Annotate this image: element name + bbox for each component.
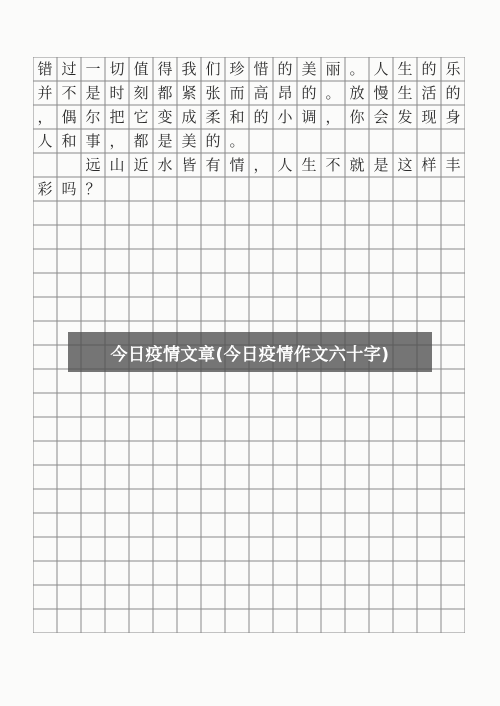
essay-char: 。: [325, 84, 341, 102]
title-banner: [68, 332, 432, 372]
essay-char: 刻: [133, 84, 149, 102]
essay-char: 得: [157, 60, 173, 78]
essay-char: 有: [205, 156, 221, 174]
essay-char: 的: [277, 60, 293, 78]
essay-char: 丰: [445, 156, 461, 174]
essay-char: 柔: [205, 108, 221, 126]
essay-char: 切: [109, 60, 125, 78]
essay-char: 活: [421, 84, 437, 102]
essay-char: 是: [157, 132, 173, 150]
essay-char: 惜: [253, 60, 269, 78]
essay-char: 不: [325, 156, 341, 174]
essay-char: 现: [421, 108, 437, 126]
essay-char: 。: [349, 60, 365, 78]
essay-char: 的: [253, 108, 269, 126]
essay-char: 一: [85, 60, 101, 78]
essay-char: 偶: [61, 108, 77, 126]
essay-char: 把: [109, 108, 125, 126]
essay-char: 彩: [37, 180, 53, 198]
essay-char: 你: [349, 108, 365, 126]
essay-char: 就: [349, 156, 365, 174]
essay-char: 发: [397, 108, 413, 126]
essay-char: [33, 153, 57, 177]
essay-char: 人: [37, 132, 53, 150]
essay-char: 值: [133, 60, 149, 78]
essay-char: 这: [397, 156, 413, 174]
essay-char: 成: [181, 108, 197, 126]
essay-char: 放: [349, 84, 365, 102]
essay-char: 不: [61, 84, 77, 102]
essay-char: 皆: [181, 156, 197, 174]
essay-char: 样: [421, 156, 437, 174]
essay-char: 而: [229, 84, 245, 102]
essay-char: 会: [373, 108, 389, 126]
essay-char: 张: [205, 84, 221, 102]
banner-title: 今日疫情文章(今日疫情作文六十字): [110, 344, 390, 365]
essay-char: 变: [157, 108, 173, 126]
essay-char: 我: [181, 60, 197, 78]
essay-char: ，: [325, 108, 341, 126]
essay-char: 高: [253, 84, 269, 102]
essay-char: [57, 153, 81, 177]
essay-char: 。: [229, 132, 245, 150]
essay-char: 生: [397, 84, 413, 102]
essay-char: 过: [61, 60, 77, 78]
essay-char: 时: [109, 84, 125, 102]
essay-char: 近: [133, 156, 149, 174]
essay-char: 昂: [277, 84, 293, 102]
essay-char: 和: [229, 108, 245, 126]
essay-char: 调: [301, 108, 317, 126]
essay-char: 美: [181, 132, 197, 150]
essay-char: 身: [445, 108, 461, 126]
essay-char: 生: [397, 60, 413, 78]
essay-char: 是: [373, 156, 389, 174]
essay-char: 山: [109, 156, 125, 174]
essay-char: 尔: [85, 108, 101, 126]
essay-char: 是: [85, 84, 101, 102]
essay-char: 都: [157, 84, 173, 102]
essay-char: 的: [421, 60, 437, 78]
essay-char: 吗: [61, 180, 77, 198]
essay-char: ，: [253, 156, 269, 174]
essay-char: 生: [301, 156, 317, 174]
essay-char: ？: [85, 180, 101, 198]
essay-char: 的: [301, 84, 317, 102]
essay-char: 事: [85, 132, 101, 150]
essay-char: 珍: [229, 60, 245, 78]
essay-char: 小: [277, 108, 293, 126]
essay-char: 和: [61, 132, 77, 150]
essay-char: 的: [205, 132, 221, 150]
essay-char: 慢: [373, 84, 389, 102]
essay-char: ，: [109, 132, 125, 150]
essay-char: ，: [37, 108, 53, 126]
essay-char: 丽: [325, 60, 341, 78]
essay-char: 错: [37, 60, 53, 78]
essay-char: 它: [133, 108, 149, 126]
essay-char: 美: [301, 60, 317, 78]
essay-char: 人: [373, 60, 389, 78]
essay-char: 并: [37, 84, 53, 102]
essay-char: 情: [229, 156, 245, 174]
essay-char: 们: [205, 60, 221, 78]
essay-char: 都: [133, 132, 149, 150]
essay-char: 乐: [445, 60, 461, 78]
essay-char: 人: [277, 156, 293, 174]
essay-char: 水: [157, 156, 173, 174]
essay-char: 远: [85, 156, 101, 174]
essay-char: 的: [445, 84, 461, 102]
essay-char: 紧: [181, 84, 197, 102]
